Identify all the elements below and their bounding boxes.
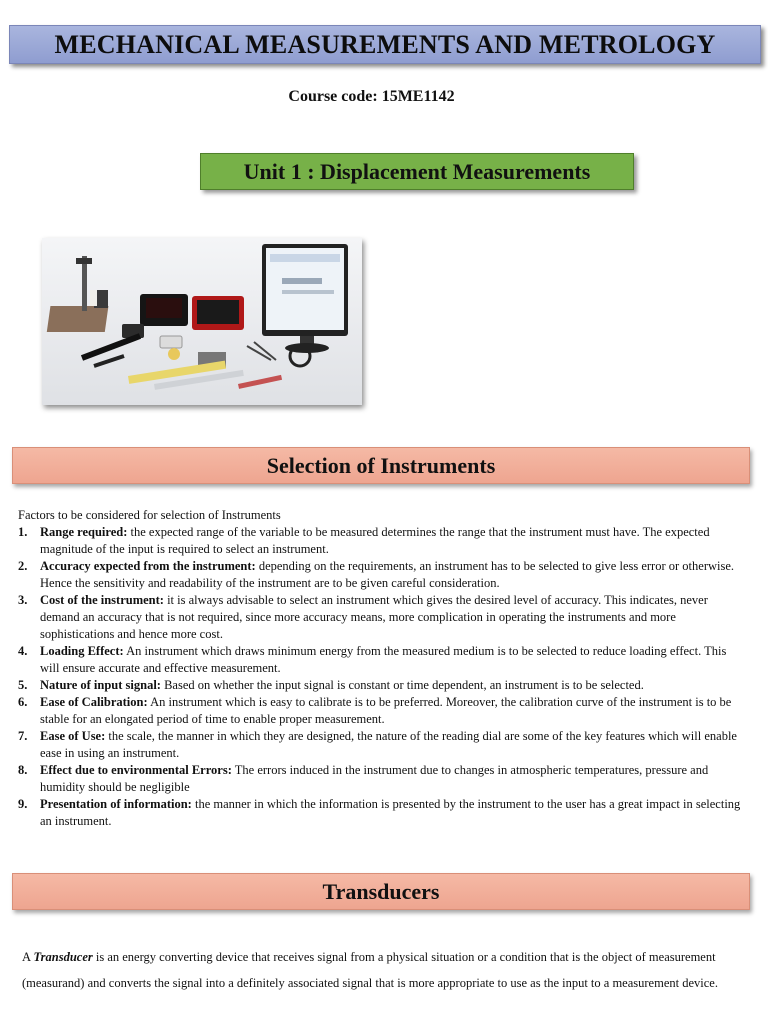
list-item	[18, 524, 746, 558]
item-lead: Nature of input signal:	[40, 678, 161, 692]
item-lead: Effect due to environmental Errors:	[40, 763, 232, 777]
item-text: Based on whether the input signal is constant or time dependent, an instrument is to be selected.	[160, 678, 644, 692]
item-text: An instrument which is easy to calibrate is to be preferred. Moreover, the calibration curve of the instrument is to be stable for an elongated period of time to enable proper measurement.	[40, 695, 732, 726]
selection-heading: Selection of Instruments	[266, 452, 496, 478]
item-number: 7.	[18, 729, 28, 743]
transducers-heading-banner	[12, 873, 750, 910]
measuring-instruments-photo	[42, 238, 362, 405]
item-text: An instrument which draws minimum energy from the measured medium is to be selected to reduce loading effect. This will ensure accurate and effective measurement.	[40, 644, 727, 675]
item-text: depending on the requirements, an instrument has to be selected to give less error or otherwise. Hence the sensitivity and readability of the instrument are to be given careful consideration.	[40, 559, 735, 590]
item-lead: Accuracy expected from the instrument:	[40, 559, 256, 573]
item-text: it is always advisable to select an instrument which gives the desired level of accuracy. This indicates, never demand an accuracy that is not required, since more accuracy means, more complication in operating the instruments and more sophistications and hence more cost.	[40, 593, 708, 641]
item-text: the manner in which the information is presented by the instrument to the user has a great impact in selecting an instrument.	[40, 797, 741, 828]
selection-heading-banner	[12, 447, 750, 484]
list-item	[18, 796, 746, 830]
course-code: Course code: 15ME1142	[288, 88, 455, 105]
list-item	[18, 643, 746, 677]
item-lead: Range required:	[40, 525, 128, 539]
item-lead: Loading Effect:	[40, 644, 124, 658]
item-lead: Ease of Calibration:	[40, 695, 148, 709]
transducer-body: is an energy converting device that receives signal from a physical situation or a condition that is the object of measurement (measurand) and converts the signal into a definitely associated signal that is more appropriate to use as the input to a measurement device.	[22, 950, 718, 990]
item-number: 4.	[18, 644, 28, 658]
list-item	[18, 728, 746, 762]
list-item	[18, 677, 746, 694]
transducers-heading: Transducers	[322, 878, 440, 904]
selection-factors-list	[18, 524, 746, 830]
document-title: MECHANICAL MEASUREMENTS AND METROLOGY	[54, 29, 716, 59]
item-number: 8.	[18, 763, 28, 777]
list-item	[18, 762, 746, 796]
list-item	[18, 592, 746, 643]
list-item	[18, 558, 746, 592]
transducer-definition	[22, 944, 750, 996]
item-lead: Ease of Use:	[40, 729, 106, 743]
unit-title-box	[200, 153, 634, 190]
item-lead: Cost of the instrument:	[40, 593, 164, 607]
item-number: 2.	[18, 559, 28, 573]
unit-title: Unit 1 : Displacement Measurements	[243, 158, 591, 184]
item-text: the scale, the manner in which they are designed, the nature of the reading dial are some of the key features which will enable ease in using an instrument.	[40, 729, 737, 760]
item-number: 6.	[18, 695, 28, 709]
item-number: 9.	[18, 797, 28, 811]
document-title-banner	[9, 25, 761, 64]
item-number: 5.	[18, 678, 28, 692]
transducer-prefix: A	[22, 950, 34, 964]
item-number: 1.	[18, 525, 28, 539]
item-text: the expected range of the variable to be measured determines the range that the instrument must have. The expected magnitude of the input is required to select an instrument.	[40, 525, 710, 556]
item-text: The errors induced in the instrument due to changes in atmospheric temperatures, pressure and humidity should be negligible	[40, 763, 709, 794]
list-item	[18, 694, 746, 728]
item-number: 3.	[18, 593, 28, 607]
transducer-term: Transducer	[33, 950, 93, 964]
selection-intro: Factors to be considered for selection of Instruments	[18, 508, 281, 522]
item-lead: Presentation of information:	[40, 797, 192, 811]
